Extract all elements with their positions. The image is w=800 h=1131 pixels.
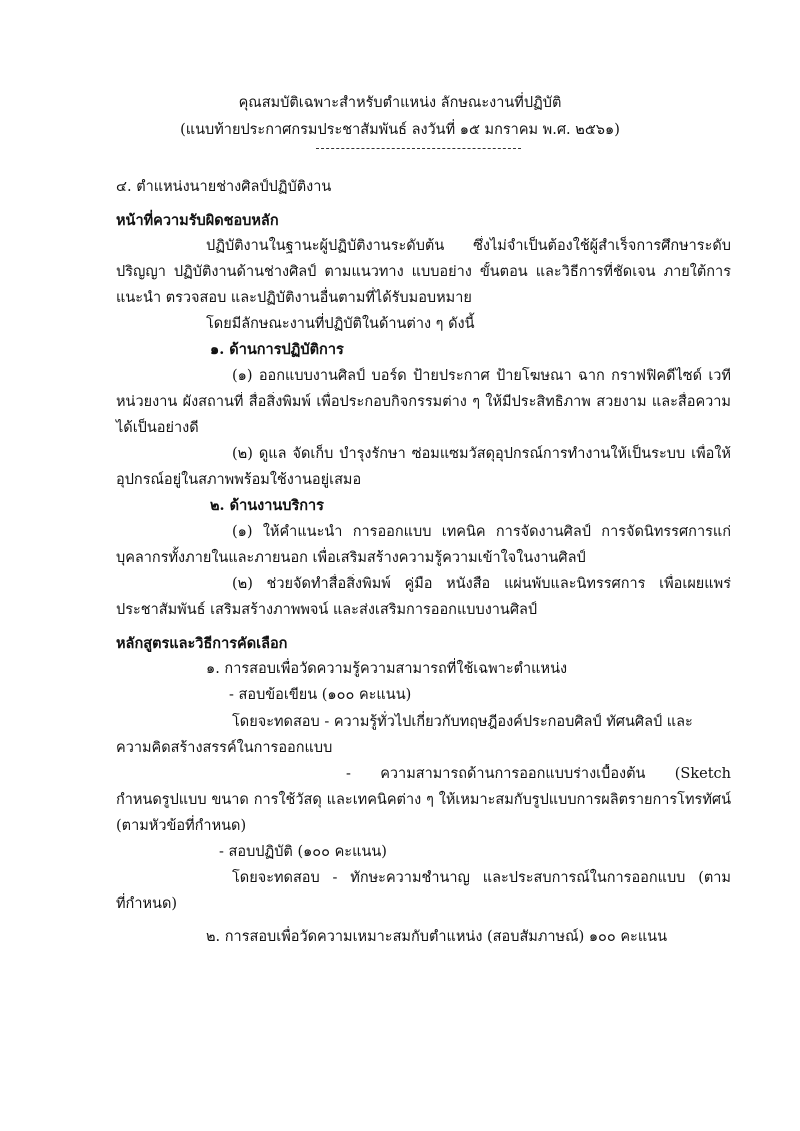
section-item-line: (๒) ช่วยจัดทำสื่อสิ่งพิมพ์ คู่มือ หนังสือ แผ่นพับและนิทรรศการ เพื่อเผยแพร่ <box>232 576 731 592</box>
written-exam-topic-line: กำหนดรูปแบบ ขนาด การใช้วัสดุ และเทคนิคต่าง ๆ ให้เหมาะสมกับรูปแบบการผลิตรายการโทรทัศน์ <box>116 792 731 808</box>
separator-line <box>316 148 521 149</box>
duties-intro-line: ปริญญา ปฏิบัติงานด้านช่างศิลป์ ตามแนวทาง แบบอย่าง ขั้นตอน และวิธีการที่ชัดเจน ภายใต้การ <box>116 264 731 280</box>
written-exam-topic-line: โดยจะทดสอบ - ความรู้ทั่วไปเกี่ยวกับทฤษฎีองค์ประกอบศิลป์ ทัศนศิลป์ และ <box>232 714 693 730</box>
section-item-line: ได้เป็นอย่างดี <box>116 420 199 436</box>
section-title: ๑. ด้านการปฏิบัติการ <box>210 341 344 358</box>
duties-heading: หน้าที่ความรับผิดชอบหลัก <box>116 212 279 229</box>
test2-title: ๒. การสอบเพื่อวัดความเหมาะสมกับตำแหน่ง (สอบสัมภาษณ์) ๑๐๐ คะแนน <box>206 929 668 945</box>
document-subtitle: (แนบท้ายประกาศกรมประชาสัมพันธ์ ลงวันที่ ๑๕ มกราคม พ.ศ. ๒๕๖๑) <box>180 122 620 138</box>
section-item-line: หน่วยงาน ผังสถานที่ สื่อสิ่งพิมพ์ เพื่อประกอบกิจกรรมต่าง ๆ ให้มีประสิทธิภาพ สวยงาม และสื่อความ <box>116 394 731 410</box>
section-item-line: (๑) ให้คำแนะนำ การออกแบบ เทคนิค การจัดงานศิลป์ การจัดนิทรรศการแก่ <box>232 524 731 540</box>
selection-heading: หลักสูตรและวิธีการคัดเลือก <box>116 635 288 652</box>
duties-lead: โดยมีลักษณะงานที่ปฏิบัติในด้านต่าง ๆ ดังนี้ <box>206 316 475 332</box>
practical-exam-topic-line: โดยจะทดสอบ - ทักษะความชำนาญ และประสบการณ์ในการออกแบบ (ตาม <box>232 870 731 886</box>
position-title: ๔. ตำแหน่งนายช่างศิลป์ปฏิบัติงาน <box>116 179 332 195</box>
practical-exam-topic-line: ที่กำหนด) <box>116 896 178 912</box>
test1-title: ๑. การสอบเพื่อวัดความรู้ความสามารถที่ใช้เฉพาะตำแหน่ง <box>206 661 568 677</box>
written-exam: - สอบข้อเขียน (๑๐๐ คะแนน) <box>229 687 412 703</box>
section-title: ๒. ด้านงานบริการ <box>210 497 324 514</box>
document-title: คุณสมบัติเฉพาะสำหรับตำแหน่ง ลักษณะงานที่ปฏิบัติ <box>238 95 562 111</box>
section-item-line: ประชาสัมพันธ์ เสริมสร้างภาพพจน์ และส่งเสริมการออกแบบงานศิลป์ <box>116 602 538 618</box>
section-item-line: (๑) ออกแบบงานศิลป์ บอร์ด ป้ายประกาศ ป้ายโฆษณา ฉาก กราฟฟิคดีไซด์ เวที <box>232 368 731 384</box>
section-item-line: อุปกรณ์อยู่ในสภาพพร้อมใช้งานอยู่เสมอ <box>116 472 362 488</box>
written-exam-topic-line: - ความสามารถด้านการออกแบบร่างเบื้องต้น (Sketch <box>346 766 731 782</box>
written-exam-topic-line: ความคิดสร้างสรรค์ในการออกแบบ <box>116 740 333 756</box>
section-item-line: บุคลากรทั้งภายในและภายนอก เพื่อเสริมสร้างความรู้ความเข้าใจในงานศิลป์ <box>116 550 586 566</box>
duties-intro-line: แนะนำ ตรวจสอบ และปฏิบัติงานอื่นตามที่ได้รับมอบหมาย <box>116 290 472 306</box>
duties-intro-line: ปฏิบัติงานในฐานะผู้ปฏิบัติงานระดับต้น ซึ่งไม่จำเป็นต้องใช้ผู้สำเร็จการศึกษาระดับ <box>206 238 731 254</box>
section-item-line: (๒) ดูแล จัดเก็บ บำรุงรักษา ซ่อมแซมวัสดุอุปกรณ์การทำงานให้เป็นระบบ เพื่อให้ <box>232 446 731 462</box>
practical-exam: - สอบปฏิบัติ (๑๐๐ คะแนน) <box>219 844 387 860</box>
written-exam-topic-line: (ตามหัวข้อที่กำหนด) <box>116 818 247 834</box>
